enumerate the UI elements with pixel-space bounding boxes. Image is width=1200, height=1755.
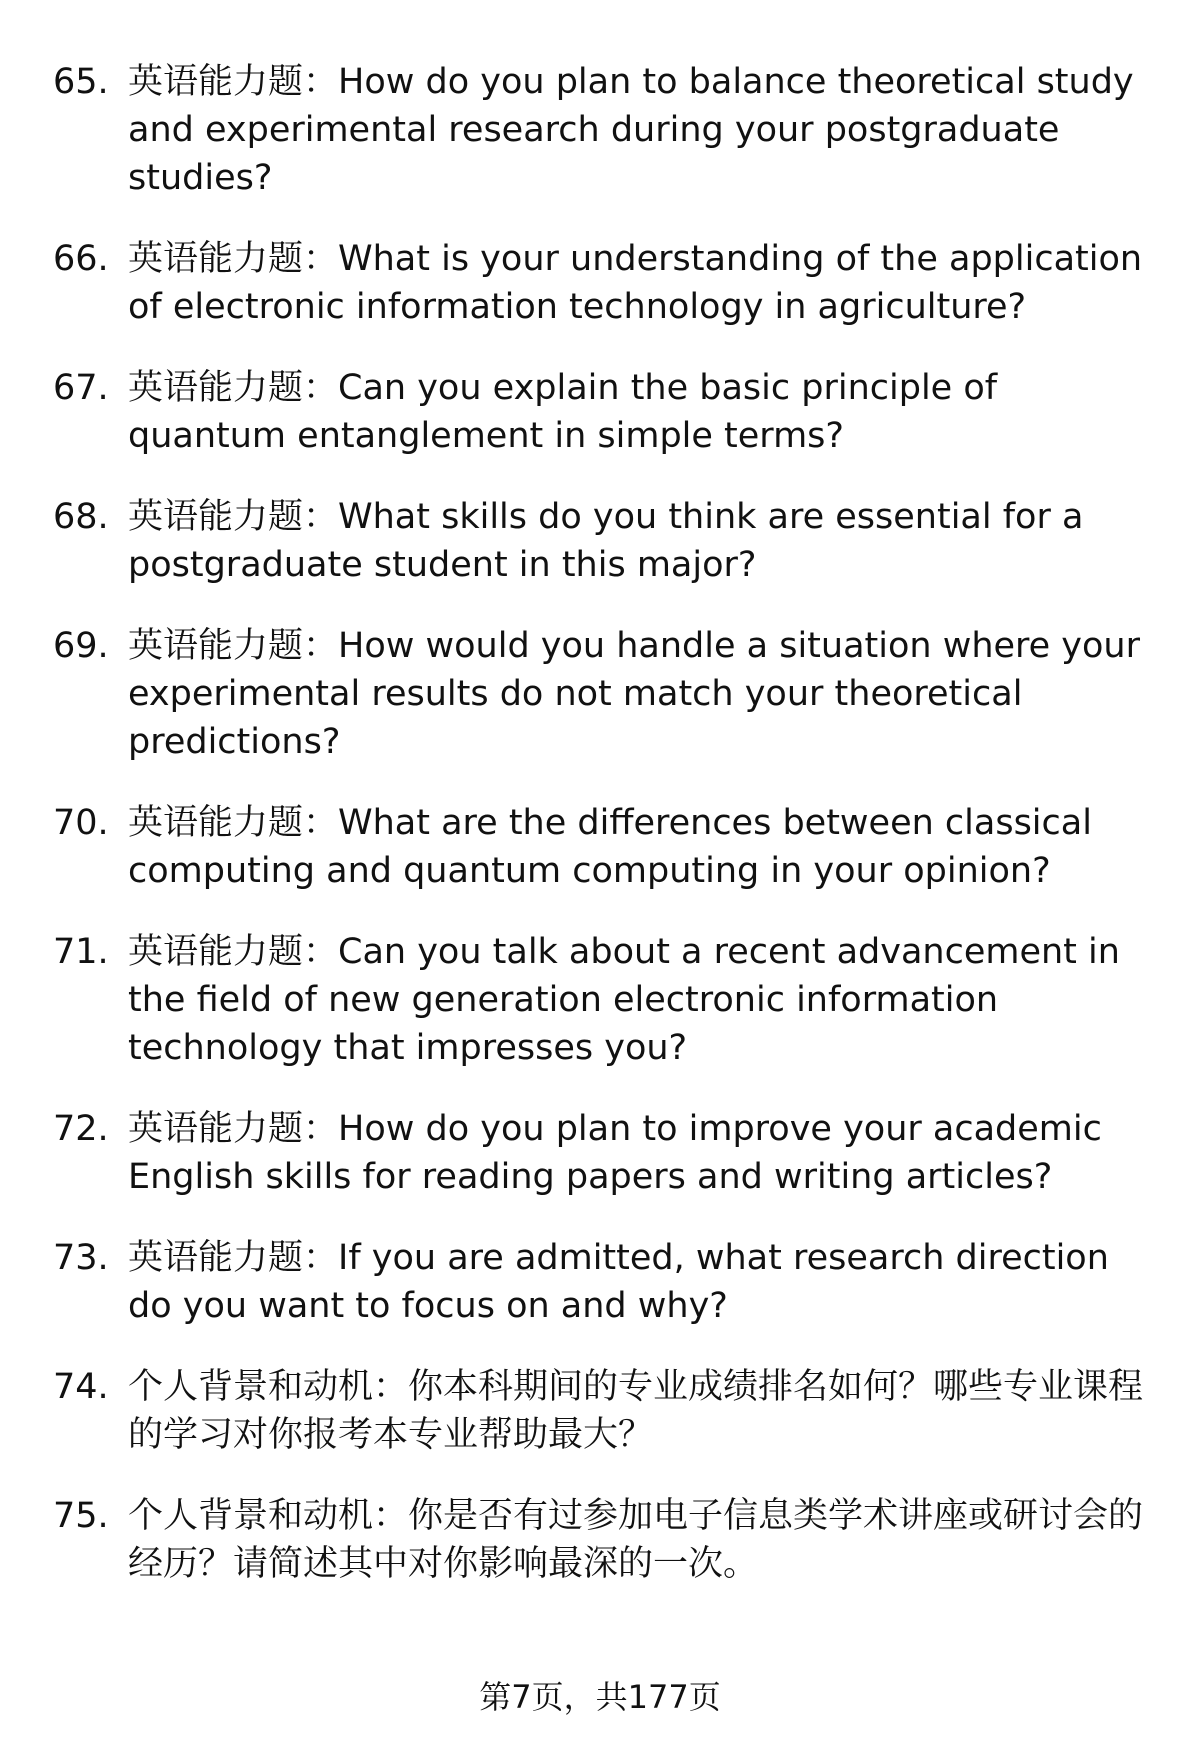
page-number-label: 第7页，共177页 xyxy=(479,1678,721,1716)
question-category: 英语能力题： xyxy=(128,497,339,537)
question-body xyxy=(128,799,1163,895)
question-category: 英语能力题： xyxy=(128,626,339,666)
question-category: 个人背景和动机： xyxy=(128,1496,409,1536)
question-text: How do you plan to balance theoretical study and experimental research during your postgraduate studies? xyxy=(128,62,1134,198)
question-item xyxy=(0,1363,1200,1459)
question-text: Can you talk about a recent advancement in the field of new generation electronic information technology that impresses you? xyxy=(128,932,1120,1068)
question-number: 71. xyxy=(53,932,109,972)
question-text: If you are admitted, what research direction do you want to focus on and why? xyxy=(128,1238,1109,1326)
question-number: 68. xyxy=(53,497,109,537)
question-category: 英语能力题： xyxy=(128,62,339,102)
question-category: 英语能力题： xyxy=(128,239,339,279)
question-text: 你是否有过参加电子信息类学术讲座或研讨会的经历？请简述其中对你影响最深的一次。 xyxy=(128,1496,1144,1584)
question-body xyxy=(128,1363,1163,1459)
question-body xyxy=(128,1105,1163,1201)
question-item xyxy=(0,1234,1200,1330)
question-list xyxy=(0,58,1200,1621)
question-body xyxy=(128,622,1163,766)
question-text: What skills do you think are essential for a postgraduate student in this major? xyxy=(128,497,1084,585)
question-category: 英语能力题： xyxy=(128,368,339,408)
question-text: How would you handle a situation where your experimental results do not match your theoretical predictions? xyxy=(128,626,1141,762)
question-text: What are the differences between classical computing and quantum computing in your opinion? xyxy=(128,803,1092,891)
question-category: 个人背景和动机： xyxy=(128,1367,409,1407)
question-number: 73. xyxy=(53,1238,109,1278)
question-number: 75. xyxy=(53,1496,109,1536)
question-item xyxy=(0,928,1200,1072)
question-category: 英语能力题： xyxy=(128,1109,339,1149)
question-body xyxy=(128,364,1163,460)
question-body xyxy=(128,235,1163,331)
question-number: 72. xyxy=(53,1109,109,1149)
question-item xyxy=(0,58,1200,202)
question-number: 74. xyxy=(53,1367,109,1407)
question-item xyxy=(0,622,1200,766)
question-category: 英语能力题： xyxy=(128,803,339,843)
question-item xyxy=(0,235,1200,331)
question-item xyxy=(0,799,1200,895)
page-footer xyxy=(0,1675,1200,1719)
question-text: How do you plan to improve your academic English skills for reading papers and writing articles? xyxy=(128,1109,1102,1197)
question-text: 你本科期间的专业成绩排名如何？哪些专业课程的学习对你报考本专业帮助最大？ xyxy=(128,1367,1144,1455)
question-number: 65. xyxy=(53,62,109,102)
question-body xyxy=(128,1492,1163,1588)
question-item xyxy=(0,1492,1200,1588)
question-body xyxy=(128,928,1163,1072)
question-item xyxy=(0,493,1200,589)
question-category: 英语能力题： xyxy=(128,932,339,972)
question-item xyxy=(0,364,1200,460)
question-number: 66. xyxy=(53,239,109,279)
question-number: 70. xyxy=(53,803,109,843)
question-body xyxy=(128,58,1163,202)
question-number: 67. xyxy=(53,368,109,408)
question-number: 69. xyxy=(53,626,109,666)
question-text: What is your understanding of the application of electronic information technology in agriculture? xyxy=(128,239,1143,327)
question-body xyxy=(128,1234,1163,1330)
question-text: Can you explain the basic principle of quantum entanglement in simple terms? xyxy=(128,368,998,456)
question-category: 英语能力题： xyxy=(128,1238,339,1278)
question-body xyxy=(128,493,1163,589)
question-item xyxy=(0,1105,1200,1201)
